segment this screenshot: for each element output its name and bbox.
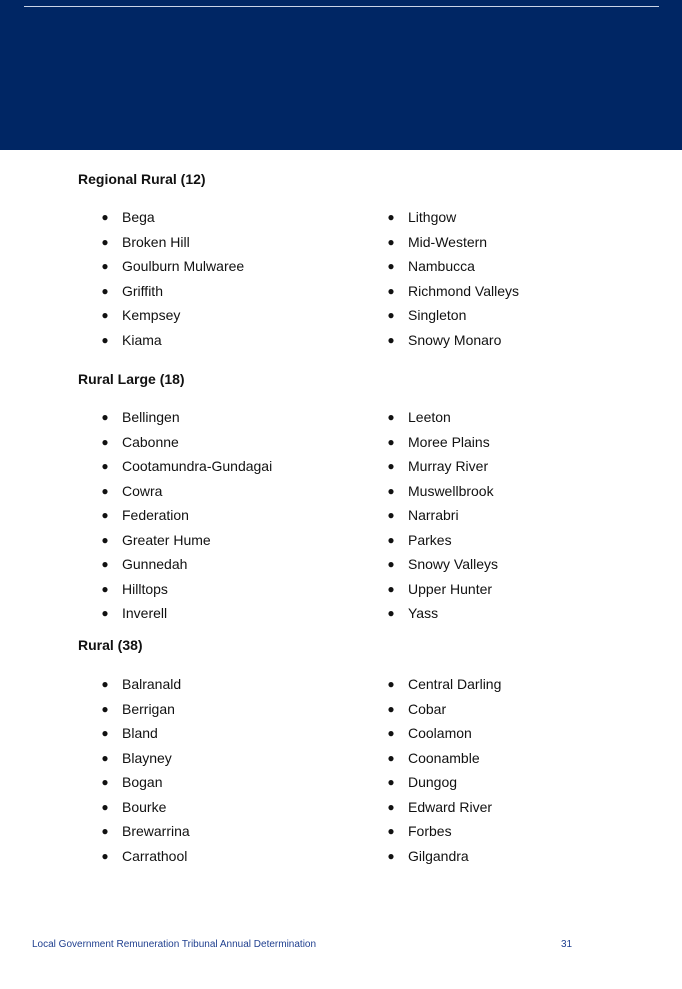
list-item	[100, 433, 272, 458]
bullet-icon: ●	[387, 508, 395, 522]
bullet-icon: ●	[101, 750, 109, 765]
list-item-label: Narrabri	[408, 507, 459, 523]
bullet-icon: ●	[101, 259, 109, 273]
bullet-icon: ●	[387, 824, 395, 838]
list-item-label: Kempsey	[122, 307, 181, 323]
list-item-label: Cabonne	[122, 433, 179, 450]
list-item-label: Federation	[122, 507, 189, 523]
bullet-icon: ●	[101, 434, 109, 449]
bullet-icon: ●	[101, 483, 109, 498]
list-item-label: Central Darling	[408, 676, 502, 692]
list-item-label: Upper Hunter	[408, 580, 493, 597]
bullet-icon: ●	[387, 308, 395, 322]
list-item	[100, 331, 244, 356]
list-item	[100, 282, 244, 307]
list-item-label: Snowy Monaro	[408, 331, 502, 348]
list-column-right	[386, 408, 498, 629]
list-item	[386, 506, 498, 531]
list-item	[100, 604, 272, 629]
list-item-label: Bogan	[122, 774, 163, 790]
list-item-label: Gunnedah	[122, 556, 188, 572]
bullet-icon: ●	[387, 410, 395, 424]
section-title: Rural Large (18)	[78, 371, 185, 387]
list-item	[386, 282, 519, 307]
list-item	[100, 580, 272, 605]
list-item	[100, 257, 244, 282]
bullet-icon: ●	[387, 210, 395, 224]
bullet-icon: ●	[101, 332, 109, 347]
page-number: 31	[561, 939, 573, 950]
list-item-label: Greater Hume	[122, 531, 211, 548]
list-item-label: Dungog	[408, 774, 458, 790]
bullet-icon: ●	[387, 701, 395, 716]
section-rural-large	[78, 370, 638, 621]
list-item	[386, 604, 498, 629]
list-item-label: Forbes	[408, 823, 452, 839]
list-item	[386, 555, 498, 580]
list-item	[386, 257, 519, 282]
list-item-label: Parkes	[408, 531, 452, 548]
list-column-right	[386, 675, 501, 871]
list-item-label: Kiama	[122, 331, 162, 348]
list-item-label: Balranald	[122, 676, 182, 692]
list-item-label: Bellingen	[122, 409, 180, 425]
list-item	[386, 482, 498, 507]
bullet-icon: ●	[101, 308, 109, 322]
bullet-icon: ●	[387, 557, 395, 571]
list-item-label: Bland	[122, 725, 158, 741]
list-item-label: Inverell	[122, 605, 168, 621]
list-item	[100, 700, 190, 725]
list-item-label: Cobar	[408, 700, 447, 717]
list-column-left	[100, 208, 244, 355]
section-rural	[78, 636, 638, 864]
list-item-label: Lithgow	[408, 209, 457, 225]
list-item-label: Singleton	[408, 307, 467, 323]
list-item-label: Murray River	[408, 458, 489, 474]
list-item-label: Coonamble	[408, 749, 480, 766]
bullet-icon: ●	[387, 532, 395, 547]
bullet-icon: ●	[387, 848, 395, 863]
bullet-icon: ●	[101, 726, 109, 740]
bullet-icon: ●	[101, 508, 109, 522]
list-item-label: Yass	[408, 605, 439, 621]
list-item-label: Cowra	[122, 482, 163, 499]
section-regional-rural	[78, 170, 638, 348]
bullet-icon: ●	[101, 532, 109, 547]
list-item	[386, 724, 501, 749]
bullet-icon: ●	[387, 726, 395, 740]
bullet-icon: ●	[101, 775, 109, 789]
list-item	[386, 749, 501, 774]
bullet-icon: ●	[101, 701, 109, 716]
bullet-icon: ●	[387, 581, 395, 596]
list-item	[386, 531, 498, 556]
list-item-label: Edward River	[408, 798, 493, 815]
list-item	[386, 331, 519, 356]
list-item	[100, 482, 272, 507]
section-title: Regional Rural (12)	[78, 171, 206, 187]
list-item	[100, 555, 272, 580]
list-item	[386, 847, 501, 872]
list-item	[386, 580, 498, 605]
bullet-icon: ●	[101, 677, 109, 691]
list-item	[100, 749, 190, 774]
list-item-label: Mid-Western	[408, 233, 488, 250]
list-item	[100, 798, 190, 823]
list-item-label: Snowy Valleys	[408, 556, 499, 572]
list-item-label: Goulburn Mulwaree	[122, 258, 245, 274]
bullet-icon: ●	[101, 799, 109, 814]
bullet-icon: ●	[387, 750, 395, 765]
list-item	[386, 306, 519, 331]
bullet-icon: ●	[101, 234, 109, 249]
bullet-icon: ●	[101, 581, 109, 596]
list-item	[100, 208, 244, 233]
bullet-icon: ●	[101, 824, 109, 838]
list-item-label: Muswellbrook	[408, 482, 494, 499]
list-item-label: Gilgandra	[408, 847, 469, 864]
list-item-label: Bega	[122, 209, 155, 225]
section-title: Rural (38)	[78, 637, 143, 653]
list-item-label: Blayney	[122, 749, 172, 766]
list-column-right	[386, 208, 519, 355]
bullet-icon: ●	[101, 606, 109, 620]
list-item-label: Griffith	[122, 282, 163, 299]
bullet-icon: ●	[387, 434, 395, 449]
list-item	[386, 773, 501, 798]
bullet-icon: ●	[101, 557, 109, 571]
list-item	[386, 700, 501, 725]
list-item	[386, 675, 501, 700]
list-item	[100, 233, 244, 258]
header-banner	[0, 0, 682, 150]
bullet-icon: ●	[387, 775, 395, 789]
list-item-label: Richmond Valleys	[408, 282, 520, 299]
list-item	[100, 506, 272, 531]
bullet-icon: ●	[101, 283, 109, 298]
list-item-label: Brewarrina	[122, 823, 190, 839]
list-item	[100, 847, 190, 872]
list-item-label: Bourke	[122, 798, 167, 815]
list-item-label: Berrigan	[122, 700, 175, 717]
list-item-label: Nambucca	[408, 258, 475, 274]
list-item	[100, 306, 244, 331]
list-item-label: Moree Plains	[408, 433, 490, 450]
list-item-label: Coolamon	[408, 725, 472, 741]
bullet-icon: ●	[387, 259, 395, 273]
bullet-icon: ●	[101, 848, 109, 863]
list-item-label: Hilltops	[122, 580, 168, 597]
bullet-icon: ●	[387, 677, 395, 691]
bullet-icon: ●	[387, 799, 395, 814]
bullet-icon: ●	[387, 283, 395, 298]
bullet-icon: ●	[101, 410, 109, 424]
banner-rule	[24, 6, 659, 7]
bullet-icon: ●	[387, 332, 395, 347]
list-item	[386, 233, 519, 258]
bullet-icon: ●	[387, 234, 395, 249]
list-item	[100, 773, 190, 798]
list-column-left	[100, 408, 272, 629]
list-item	[386, 798, 501, 823]
list-item	[100, 724, 190, 749]
footer-title: Local Government Remuneration Tribunal Annual Determination	[32, 939, 317, 950]
list-item-label: Leeton	[408, 409, 451, 425]
list-item	[100, 822, 190, 847]
list-item	[386, 208, 519, 233]
bullet-icon: ●	[387, 483, 395, 498]
list-item	[386, 457, 498, 482]
list-item	[386, 433, 498, 458]
list-item	[100, 675, 190, 700]
list-item-label: Carrathool	[122, 847, 188, 864]
list-item	[100, 457, 272, 482]
list-column-left	[100, 675, 190, 871]
list-item	[100, 408, 272, 433]
bullet-icon: ●	[387, 606, 395, 620]
list-item	[386, 822, 501, 847]
bullet-icon: ●	[101, 459, 109, 473]
list-item	[386, 408, 498, 433]
list-item	[100, 531, 272, 556]
bullet-icon: ●	[387, 459, 395, 473]
list-item-label: Broken Hill	[122, 233, 190, 250]
bullet-icon: ●	[101, 210, 109, 224]
list-item-label: Cootamundra-Gundagai	[122, 458, 273, 474]
